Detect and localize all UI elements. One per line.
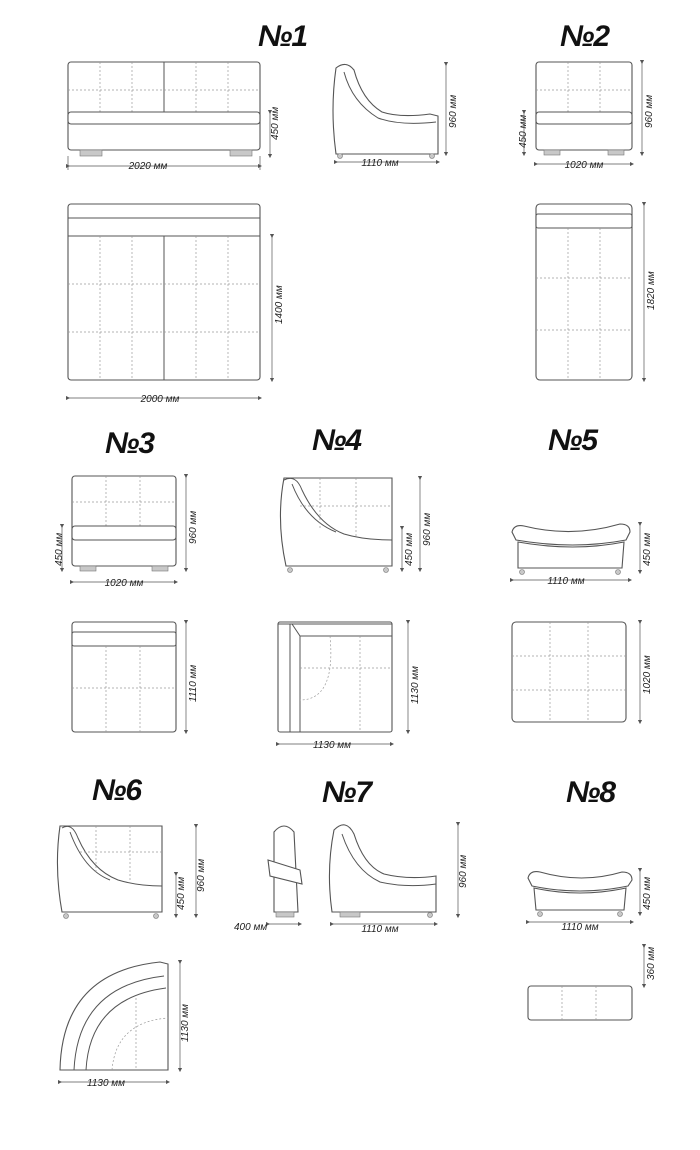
module-1 bbox=[68, 20, 459, 405]
module-2-top-depth: 1820 мм bbox=[646, 271, 657, 310]
module-4-side-height: 960 мм bbox=[422, 512, 433, 546]
module-5-title: №5 bbox=[548, 424, 598, 457]
module-2-front-view bbox=[518, 62, 655, 171]
module-3-front-height: 960 мм bbox=[188, 510, 199, 544]
module-4 bbox=[278, 424, 433, 751]
module-4-top-view bbox=[278, 622, 421, 751]
module-8-seat-height: 450 мм bbox=[642, 876, 653, 910]
module-3-top-view bbox=[72, 622, 199, 732]
module-4-side-view bbox=[280, 478, 433, 573]
module-6-top-view bbox=[60, 962, 191, 1089]
module-7-side-depth: 1110 мм bbox=[361, 924, 399, 935]
module-3-seat-height: 450 мм bbox=[54, 532, 65, 566]
module-8-title: №8 bbox=[566, 776, 616, 809]
module-1-side-height: 960 мм bbox=[448, 94, 459, 128]
module-5-top-view bbox=[512, 622, 653, 722]
module-1-front-view bbox=[68, 62, 281, 172]
module-6 bbox=[57, 774, 207, 1089]
module-5-seat-height: 450 мм bbox=[642, 532, 653, 566]
module-4-title: №4 bbox=[312, 424, 362, 457]
module-2-title: №2 bbox=[560, 20, 610, 53]
module-7-title: №7 bbox=[322, 776, 372, 809]
module-4-top-width: 1130 мм bbox=[313, 740, 351, 751]
module-3 bbox=[54, 427, 199, 732]
module-8-front-view bbox=[528, 870, 653, 933]
module-7-arm-width: 400 мм bbox=[234, 922, 268, 933]
module-6-side-height: 960 мм bbox=[196, 858, 207, 892]
module-5-top-depth: 1020 мм bbox=[642, 655, 653, 694]
module-2-seat-height: 450 мм bbox=[518, 114, 529, 148]
module-1-top-view bbox=[68, 204, 285, 405]
module-1-top-width: 2000 мм bbox=[140, 394, 180, 405]
module-2-front-width: 1020 мм bbox=[564, 160, 604, 171]
module-3-top-depth: 1110 мм bbox=[188, 664, 199, 702]
module-7-side-height: 960 мм bbox=[458, 854, 469, 888]
module-1-title: №1 bbox=[258, 20, 308, 53]
module-3-front-width: 1020 мм bbox=[104, 578, 144, 589]
module-8-top-view bbox=[528, 946, 657, 1020]
module-1-side-depth: 1110 мм bbox=[361, 158, 399, 169]
module-7 bbox=[234, 776, 469, 935]
module-6-top-width: 1130 мм bbox=[87, 1078, 125, 1089]
module-2-top-view bbox=[536, 204, 657, 380]
module-4-top-depth: 1130 мм bbox=[410, 666, 421, 704]
module-5-front-view bbox=[512, 524, 653, 587]
module-6-side-view bbox=[57, 826, 207, 919]
module-5 bbox=[512, 424, 653, 722]
module-7-side-view bbox=[329, 824, 469, 935]
module-6-title: №6 bbox=[92, 774, 142, 807]
module-1-front-width: 2020 мм bbox=[128, 161, 168, 172]
module-6-top-depth: 1130 мм bbox=[180, 1004, 191, 1042]
module-1-side-view bbox=[333, 64, 459, 169]
module-8-top-height: 360 мм bbox=[646, 946, 657, 980]
module-3-title: №3 bbox=[105, 427, 155, 460]
module-5-front-width: 1110 мм bbox=[547, 576, 585, 587]
module-6-seat-height: 450 мм bbox=[176, 876, 187, 910]
module-3-front-view bbox=[54, 476, 199, 589]
module-8 bbox=[528, 776, 657, 1020]
module-7-arm-view bbox=[234, 826, 302, 933]
module-1-top-depth: 1400 мм bbox=[274, 285, 285, 324]
module-4-seat-height: 450 мм bbox=[404, 532, 415, 566]
module-1-seat-height: 450 мм bbox=[270, 106, 281, 140]
module-2-front-height: 960 мм bbox=[644, 94, 655, 128]
module-8-front-width: 1110 мм bbox=[561, 922, 599, 933]
module-2 bbox=[518, 20, 657, 380]
